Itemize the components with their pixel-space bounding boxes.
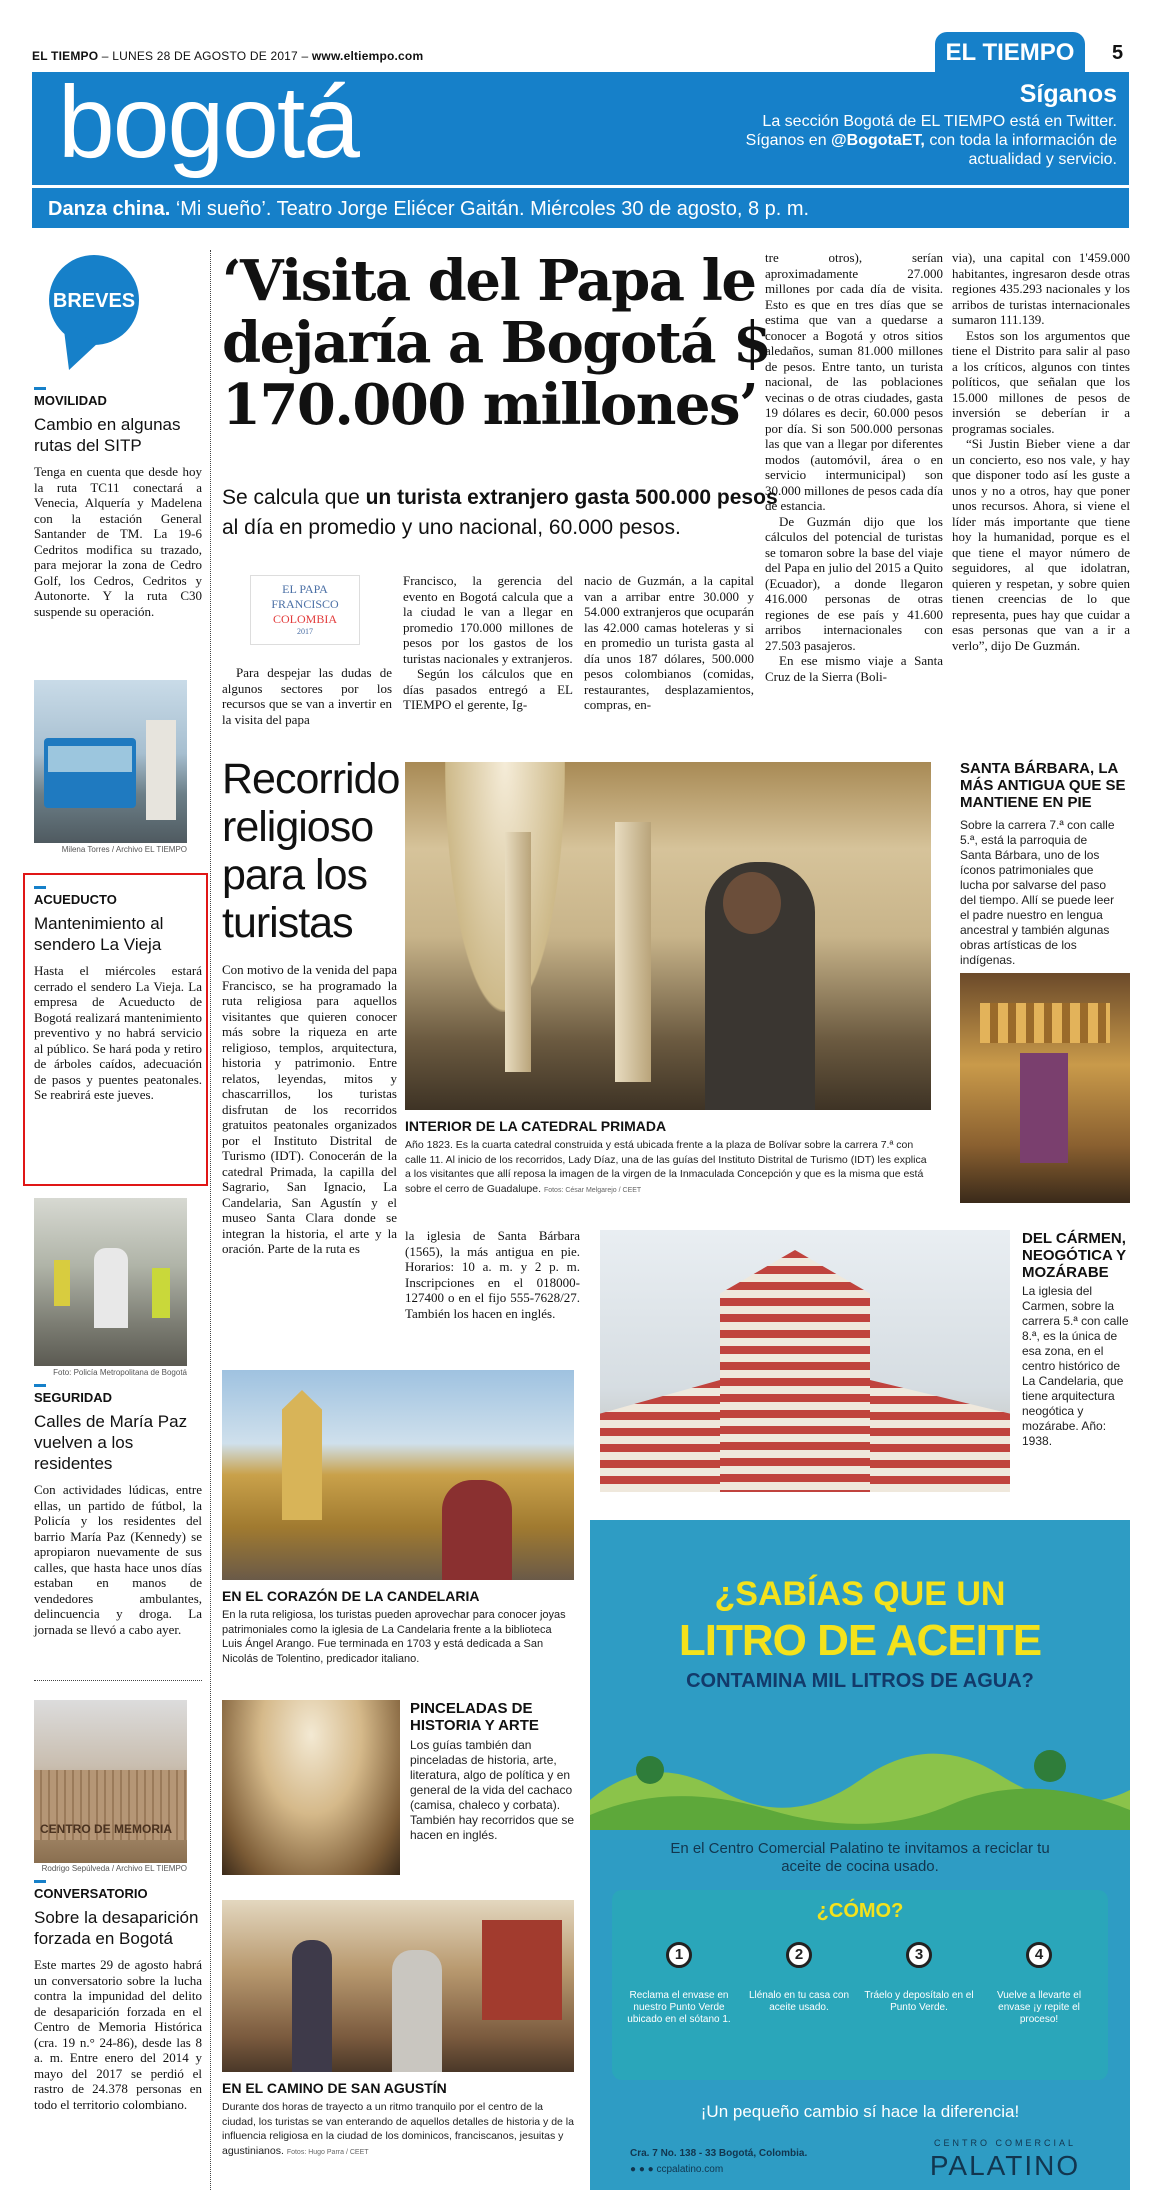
ad-line-3: CONTAMINA MIL LITROS DE AGUA? <box>686 1670 1034 1692</box>
article-para: Estos son los argumentos que tiene el Distrito para salir al paso a los críticos, algunos con tintes políticos, que señalan que los 15.000 millones de pesos de inversión se deberían ir a programas sociales. <box>952 327 1130 436</box>
santa-barbara-title: SANTA BÁRBARA, LA MÁS ANTIGUA QUE SE MANTIENE EN PIE <box>960 760 1126 811</box>
como-title: ¿CÓMO? <box>816 1900 904 1922</box>
logo-line: FRANCISCO <box>271 597 339 611</box>
logo-line: COLOMBIA <box>272 612 337 626</box>
step-1 <box>624 1942 734 2026</box>
memoria-sign: CENTRO DE MEMORIA <box>40 1822 172 1836</box>
brief-seguridad <box>34 1384 202 1637</box>
brand-small: CENTRO COMERCIAL <box>933 2138 1076 2148</box>
caption-body: Durante dos horas de trayecto a un ritmo tranquilo por el centro de la ciudad, los turistas se van enterando de aquellos detalles de historia y de la influencia religiosa en la ciudad de los dominicos, franciscanos, jesuitas y agustinianos. <box>222 2101 574 2157</box>
visitor-head <box>723 872 781 934</box>
pinceladas-body: Los guías también dan pinceladas de historia, arte, literatura, algo de política y en general de la vida del cachaco (camisa, chaleco y corbata). También hay recorridos que se hacen en inglés. <box>410 1738 575 1842</box>
candelaria-caption-title: EN EL CORAZÓN DE LA CANDELARIA <box>222 1588 480 1604</box>
brief-title: Mantenimiento al sendero La Vieja <box>34 914 164 954</box>
altar-photo <box>960 973 1130 1203</box>
article-col-5 <box>952 250 1130 653</box>
ad-web: ccpalatino.com <box>656 2164 724 2175</box>
wall-detail <box>482 1920 562 2020</box>
san-agustin-caption <box>222 2100 574 2160</box>
recorrido-body-2: la iglesia de Santa Bárbara (1565), la más antigua en pie. Horarios: 10 a. m. y 2 p. m. Inscripciones en el 018000-127400 o en el fijo 555-7628/27. También los hacen en inglés. <box>405 1228 580 1321</box>
follow-title: Síganos <box>1019 80 1117 108</box>
agenda-strip <box>32 186 1129 228</box>
ad-address: Cra. 7 No. 138 - 33 Bogotá, Colombia. <box>630 2148 808 2159</box>
logo-line: 2017 <box>297 627 313 636</box>
tree-icon <box>1034 1750 1066 1782</box>
brief-title: Sobre la desaparición forzada en Bogotá <box>34 1908 199 1948</box>
guide-figure <box>292 1940 332 2072</box>
papa-logo <box>250 575 360 645</box>
follow-text <box>717 112 1117 169</box>
bus-stop-sign <box>146 720 176 820</box>
article-col-1: Para despejar las dudas de algunos sectores por los recursos que se van a invertir en la visita del papa <box>222 665 392 727</box>
bus-window <box>48 746 132 772</box>
subhead-bold: un turista extranjero gasta 500.000 pesos <box>365 486 778 509</box>
step-3 <box>864 1942 974 2014</box>
step-number: 2 <box>786 1942 812 1968</box>
column-rule <box>210 250 211 2190</box>
memoria-photo <box>34 1700 187 1863</box>
subhead-1: Se calcula que <box>222 486 366 509</box>
step-number: 4 <box>1026 1942 1052 1968</box>
cathedral-caption <box>405 1138 931 1198</box>
caption-body: Año 1823. Es la cuarta catedral construida y está ubicada frente a la plaza de Bolívar sobre la carrera 7.ª con calle 11. Al inicio de los recorridos, Lady Díaz, una de las guías del Instituto Distrital de Turismo (IDT) les explica a los visitantes que allí reposa la imagen de la virgen de la Inmaculada Concepción y que es la misma que está sobre el cerro de Guadalupe. <box>405 1139 927 1195</box>
carmen-body: La iglesia del Carmen, sobre la carrera 5.ª con calle 8.ª, es la única de esa zona, en el centro histórico de La Candelaria, que tiene arquitectura neogótica y mozárabe. Año: 1938. <box>1022 1284 1129 1448</box>
section-title: bogotá <box>58 65 358 179</box>
tourist-figure <box>442 1480 512 1580</box>
article-col-3: nacio de Guzmán, a la capital van a arribar entre 30.000 y 54.000 extranjeros que ocuparán las 42.000 camas hoteleras y si en promedio un turista gasta al día unos 187 dólares, 500.000 pesos colombianos (comidas, restaurantes, desplazamientos, compras, en- <box>584 573 754 712</box>
article-para: tre otros), serían aproximadamente 27.000 millones por cada día de visita. Esto es que en tres días que se estima que van a quedarse a conocer a Bogotá y otros sitios aledaños, suman 81.000 millones de pesos. Entre tanto, un turista nacional, de las poblaciones vecinas o de otras ciudades, gasta 19 dólares es decir, 60.000 pesos por día. Si son 500.000 personas las que van a llegar por diferentes modos (automóvil, área o en servicio intermunicipal) son 30.000 millones de pesos cada día de estancia. <box>765 250 943 513</box>
brief-body: Este martes 29 de agosto habrá un conversatorio sobre la lucha contra la impunidad del delito de desaparición forzada en el Centro de Memoria Histórica (cra. 19 n.° 24-86), desde las 8 a. m. Entre enero del 2014 y mayo del 2017 se perdió el rastro de 24.378 personas en todo el territorio colombiano. <box>34 1957 202 2112</box>
palatino-ad <box>590 1520 1130 2190</box>
recorrido-title: Recorrido religioso para los turistas <box>222 755 400 947</box>
dateline-web: www.eltiempo.com <box>311 49 424 63</box>
dome-photo <box>222 1700 400 1875</box>
main-headline: ‘Visita del Papa le dejaría a Bogotá $ 170.000 millones’ <box>222 248 771 438</box>
brief-body: Tenga en cuenta que desde hoy la ruta TC11 conectará a Venecia, Alquería y Madelena con la estación General Santander de TM. La 19-6 Cedritos modifica su trazado, para mejorar la zona de Cedro Golf, los Cedros, Cedritos y Autonorte. Y la ruta C30 suspende su operación. <box>34 464 202 619</box>
photo-credit: Fotos: Hugo Parra / CEET <box>286 2148 369 2156</box>
photo-credit: Rodrigo Sepúlveda / Archivo EL TIEMPO <box>41 1864 187 1873</box>
pinceladas-title: PINCELADAS DE HISTORIA Y ARTE <box>410 1700 539 1734</box>
police-figure <box>152 1268 170 1318</box>
page-number: 5 <box>1112 42 1124 64</box>
subhead-2: al día en promedio y uno nacional, 60.000 pesos. <box>222 516 681 539</box>
step-text: Vuelve a llevarte el envase ¡y repite el proceso! <box>996 1990 1082 2025</box>
follow-text-2: con toda la información de actualidad y servicio. <box>924 132 1117 168</box>
brief-title: Calles de María Paz vuelven a los residentes <box>34 1412 188 1473</box>
step-2 <box>744 1942 854 2014</box>
brief-title: Cambio en algunas rutas del SITP <box>34 415 181 455</box>
article-col-4 <box>765 250 943 684</box>
san-agustin-photo <box>222 1900 574 2072</box>
column-shape <box>505 832 531 1072</box>
brand-logo: PALATINO <box>929 2150 1081 2181</box>
tower-shape <box>282 1390 322 1520</box>
article-para: “Si Justin Bieber viene a dar un concierto, eso nos vale, y hay que disponer todo así les guste a unos y no a otros, hay que poner unos recursos. Ahora, si viene el líder más importante que tiene hoy la humanidad, porque es el que tiene el mayor número de seguidores, al que idolatran, quieren y respetan, y sobre quien tienen creencias de lo que representa, pues hay que cuidar a esas personas que van a ir a verlo”, dijo De Guzmán. <box>952 436 1130 653</box>
candelaria-caption: En la ruta religiosa, los turistas pueden aprovechar para conocer joyas patrimoniales como la iglesia de La Candelaria frente a la biblioteca Luis Ángel Arango. Fue terminada en 1703 y está dedicada a San Nicolás de Tolentino, predicador italiano. <box>222 1609 566 1665</box>
step-text: Llénalo en tu casa con aceite usado. <box>748 1990 850 2013</box>
brief-label: SEGURIDAD <box>34 1384 202 1405</box>
church-wing <box>600 1380 720 1492</box>
san-agustin-caption-title: EN EL CAMINO DE SAN AGUSTÍN <box>222 2080 447 2096</box>
photo-credit: Fotos: César Melgarejo / CEET <box>543 1186 642 1194</box>
section-banner <box>32 65 1129 185</box>
church-wing <box>870 1380 1010 1492</box>
step-4 <box>984 1942 1094 2026</box>
brief-body: Con actividades lúdicas, entre ellas, un partido de fútbol, la Policía y los residentes del barrio María Paz (Kennedy) se apropiaron nuevamente de sus calles, que hasta hace unos días estaban en manos de vendedores ambulantes, delincuencia y droga. La jornada se llevó a cabo ayer. <box>34 1482 202 1637</box>
brand-tab: EL TIEMPO <box>935 32 1085 72</box>
agenda-text: ‘Mi sueño’. Teatro Jorge Eliécer Gaitán. Miércoles 30 de agosto, 8 p. m. <box>170 198 810 220</box>
step-number: 1 <box>666 1942 692 1968</box>
dateline-brand: EL TIEMPO <box>32 49 99 63</box>
police-figure <box>54 1260 70 1306</box>
dateline-date: – LUNES 28 DE AGOSTO DE 2017 – <box>98 49 312 63</box>
brief-body: Hasta el miércoles estará cerrado el sendero La Vieja. La empresa de Acueducto de Bogotá realizará mantenimiento preventivo y no habrá servicio al público. Se hará poda y retiro de árboles caídos, adecuación de pasos y puentes peatonales. Se reabrirá este jueves. <box>34 963 202 1102</box>
brief-acueducto <box>34 886 202 1103</box>
article-para: De Guzmán dijo que los cálculos del potencial de turistas se tomaron sobre la base del viaje del Papa en julio del 2015 a Quito (Ecuador), a donde llegaron 416.000 personas de otras regiones de ese país y 41.600 arribos internacionales con 27.503 pasajeros. <box>765 513 943 653</box>
photo-credit: Milena Torres / Archivo EL TIEMPO <box>61 845 187 854</box>
cathedral-caption-title: INTERIOR DE LA CATEDRAL PRIMADA <box>405 1118 667 1134</box>
carmen-title: DEL CÁRMEN, NEOGÓTICA Y MOZÁRABE <box>1022 1230 1126 1281</box>
column-shape <box>615 822 651 1082</box>
priest-figure <box>1020 1053 1068 1163</box>
main-subhead <box>222 483 782 543</box>
agenda-bold: Danza china. <box>48 198 171 220</box>
cathedral-photo <box>405 762 931 1110</box>
ad-slogan: ¡Un pequeño cambio sí hace la diferencia! <box>700 2102 1020 2121</box>
article-para: Según los cálculos que en días pasados entregó a EL TIEMPO el gerente, Ig- <box>403 666 573 712</box>
dateline <box>32 49 423 63</box>
social-icons: ● ● ● <box>630 2164 657 2175</box>
hills-illustration <box>590 1720 1130 1830</box>
brief-label: CONVERSATORIO <box>34 1880 202 1901</box>
brief-label: MOVILIDAD <box>34 387 202 408</box>
ad-line-2: LITRO DE ACEITE <box>678 1616 1042 1665</box>
tree-icon <box>636 1756 664 1784</box>
photo-credit: Foto: Policía Metropolitana de Bogotá <box>53 1368 187 1377</box>
brief-movilidad <box>34 387 202 619</box>
twitter-handle: @BogotaET, <box>831 132 925 149</box>
tourist-figure <box>392 1950 442 2072</box>
article-para: via), una capital con 1'459.000 habitantes, ingresaron desde otras regiones 435.293 nacionales y los arribos de turistas internacionales sumaron 111.139. <box>952 250 1130 327</box>
step-text: Reclama el envase en nuestro Punto Verde ubicado en el sótano 1. <box>627 1990 731 2025</box>
steps-box <box>612 1890 1108 2080</box>
brief-label: ACUEDUCTO <box>34 886 202 907</box>
step-number: 3 <box>906 1942 932 1968</box>
bus-photo <box>34 680 187 843</box>
brief-separator <box>34 1680 202 1681</box>
church-facade <box>720 1250 870 1492</box>
player-figure <box>94 1248 128 1328</box>
ad-line-1: ¿SABÍAS QUE UN <box>714 1575 1006 1613</box>
breves-label: BREVES <box>52 290 136 312</box>
article-para: Francisco, la gerencia del evento en Bogotá calcula que a la ciudad le van a llegar en promedio 170.000 millones de pesos por los gastos de los turistas nacionales y extranjeros. <box>403 573 573 666</box>
breves-badge <box>44 250 144 370</box>
recorrido-body: Con motivo de la venida del papa Francisco, se ha programado la ruta religiosa para aquellos visitantes que quieren conocer más sobre la riqueza en arte religioso, templos, arquitectura, historia y patrimonio. Entre relatos, leyendas, mitos y chascarrillos, los turistas disfrutan de los recorridos gratuitos peatonales organizados por el Instituto Distrital de Turismo (IDT). Conocerán de la catedral Primada, la capilla del Sagrario, San Ignacio, La Candelaria, San Agustín y el museo Santa Clara donde se integran la historia, el arte y la oración. Parte de la ruta es <box>222 962 397 1256</box>
logo-line: EL PAPA <box>282 582 328 596</box>
candelaria-photo <box>222 1370 574 1580</box>
santa-barbara-body: Sobre la carrera 7.ª con calle 5.ª, está la parroquia de Santa Bárbara, uno de los íconos patrimoniales que lucha por salvarse del paso del tiempo. Allí se puede leer el padre nuestro en lengua ancestral y también algunas obras artísticas de los indígenas. <box>960 818 1115 967</box>
ad-social <box>630 2164 723 2175</box>
altar-detail <box>980 1003 1110 1043</box>
article-col-2 <box>403 573 573 713</box>
carmen-photo <box>600 1230 1010 1492</box>
brief-conversatorio <box>34 1880 202 2112</box>
ad-invite: En el Centro Comercial Palatino te invitamos a reciclar tu aceite de cocina usado. <box>670 1840 1050 1875</box>
football-photo <box>34 1198 187 1366</box>
step-text: Tráelo y deposítalo en el Punto Verde. <box>864 1990 974 2013</box>
article-para: En ese mismo viaje a Santa Cruz de la Sierra (Boli- <box>765 653 943 684</box>
follow-text-1: La sección Bogotá de EL TIEMPO está en Twitter. Síganos en <box>745 113 1117 149</box>
